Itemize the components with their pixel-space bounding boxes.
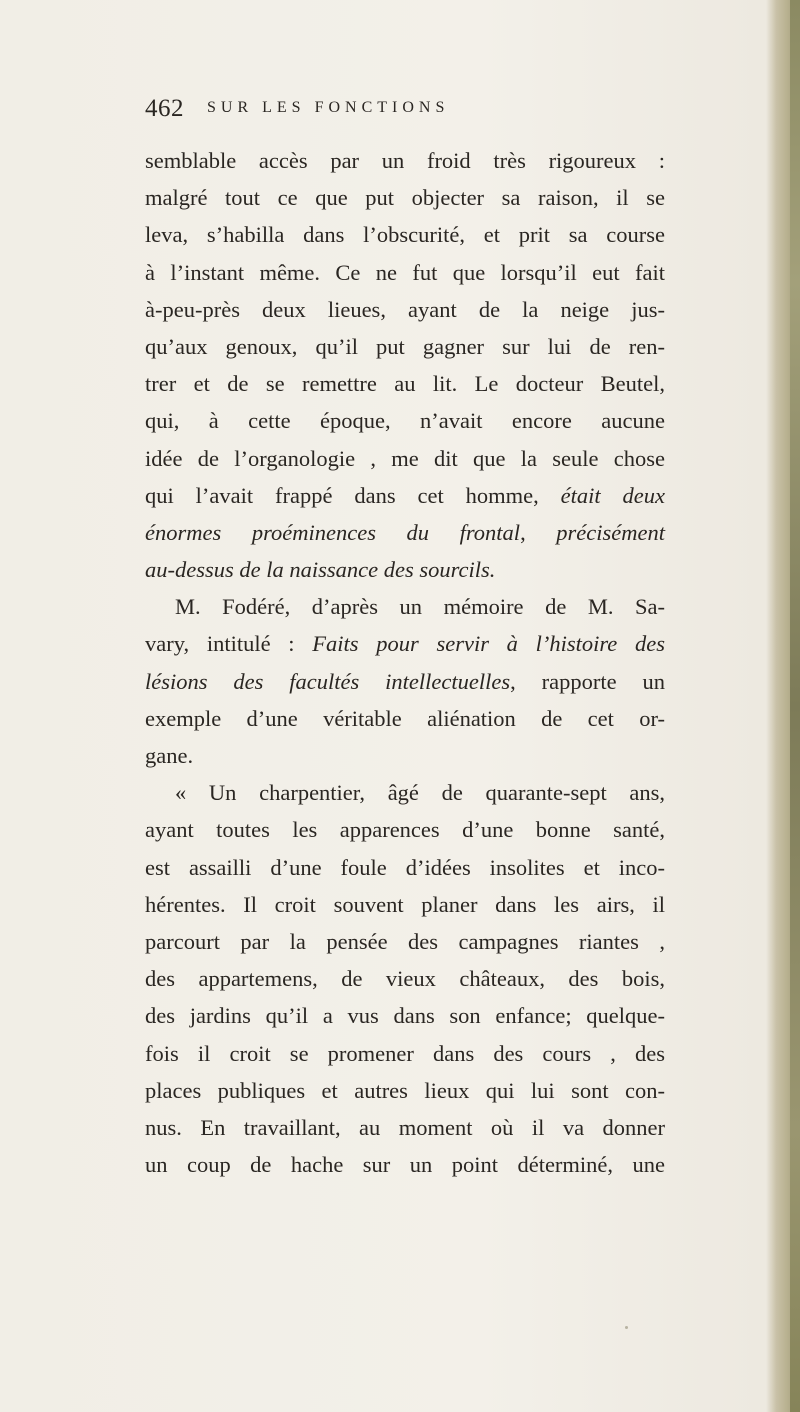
text-line — [145, 849, 665, 886]
text-line — [145, 774, 665, 811]
text-line — [145, 1109, 665, 1146]
page-header — [145, 95, 665, 129]
text-segment: des appartemens, de vieux châteaux, des bois, — [145, 966, 665, 992]
italic-text: énormes proéminences du frontal — [145, 519, 521, 545]
text-segment: parcourt par la pensée des campagnes riantes , — [145, 928, 665, 954]
text-segment: qu’aux genoux, qu’il put gagner sur lui de ren- — [145, 333, 665, 359]
text-line — [145, 328, 665, 365]
page-edge-binding — [790, 0, 800, 1412]
paragraph — [145, 142, 665, 588]
italic-text: Faits pour servir à l’histoire des — [312, 631, 666, 657]
text-segment: M. Fodéré, d’après un mémoire de M. Sa- — [175, 594, 665, 620]
text-line — [145, 923, 665, 960]
text-segment: fois il croit se promener dans des cours , des — [145, 1040, 665, 1066]
italic-text: au-dessus de la naissance des sourcils. — [145, 557, 496, 583]
text-line — [145, 960, 665, 997]
text-line — [145, 142, 665, 179]
text-segment: trer et de se remettre au lit. Le docteur Beutel, — [145, 371, 665, 397]
text-line — [145, 997, 665, 1034]
text-line — [145, 402, 665, 439]
text-segment: qui l’avait frappé dans cet homme, — [145, 482, 561, 508]
text-line — [145, 551, 665, 588]
text-segment: semblable accès par un froid très rigoureux : — [145, 148, 665, 173]
text-line — [145, 477, 665, 514]
text-segment: , rapporte un — [510, 668, 665, 694]
paper-speck — [625, 1326, 628, 1329]
italic-text: lésions des facultés intellectuelles — [145, 668, 511, 694]
text-segment: nus. En travaillant, au moment où il va donner — [145, 1114, 665, 1140]
text-segment: qui, à cette époque, n’avait encore aucune — [145, 408, 665, 434]
text-line — [145, 179, 665, 216]
text-segment: à l’instant même. Ce ne fut que lorsqu’il eut fait — [145, 259, 665, 285]
text-segment: vary, intitulé : — [145, 631, 313, 657]
text-line — [145, 663, 665, 700]
text-segment: gane. — [145, 743, 194, 768]
text-segment: places publiques et autres lieux qui lui sont con- — [145, 1077, 665, 1103]
text-line — [145, 811, 665, 848]
text-segment: malgré tout ce que put objecter sa raison, il se — [145, 185, 665, 211]
italic-text: était deux — [560, 482, 665, 508]
text-line — [145, 737, 665, 774]
text-segment: est assailli d’une foule d’idées insolites et inco- — [145, 854, 665, 880]
text-segment: hérentes. Il croit souvent planer dans les airs, il — [145, 891, 665, 917]
text-line — [145, 254, 665, 291]
text-segment: idée de l’organologie , me dit que la seule chose — [145, 445, 665, 471]
text-line — [145, 514, 665, 551]
text-segment: ayant toutes les apparences d’une bonne santé, — [145, 817, 665, 843]
text-line — [145, 1035, 665, 1072]
text-line — [145, 625, 665, 662]
text-segment: des jardins qu’il a vus dans son enfance; quelque- — [145, 1003, 665, 1029]
text-segment: à-peu-près deux lieues, ayant de la neige jus- — [145, 296, 665, 322]
paragraph — [145, 588, 665, 774]
page-number: 462 — [145, 95, 184, 122]
text-line — [145, 1072, 665, 1109]
text-line — [145, 440, 665, 477]
text-line — [145, 886, 665, 923]
text-segment: « Un charpentier, âgé de quarante-sept ans, — [175, 780, 665, 806]
text-line — [145, 365, 665, 402]
text-line — [145, 291, 665, 328]
text-segment: leva, s’habilla dans l’obscurité, et prit sa course — [145, 222, 665, 248]
running-head: SUR LES FONCTIONS — [207, 99, 450, 116]
text-line — [145, 700, 665, 737]
body-text — [145, 142, 665, 1183]
text-segment: un coup de hache sur un point déterminé, une — [145, 1152, 665, 1178]
text-segment: exemple d’une véritable aliénation de cet or- — [145, 705, 665, 731]
paragraph — [145, 774, 665, 1183]
text-line — [145, 1146, 665, 1183]
text-line — [145, 588, 665, 625]
italic-text: précisément — [556, 519, 665, 545]
text-segment: , — [520, 519, 557, 545]
text-line — [145, 216, 665, 253]
